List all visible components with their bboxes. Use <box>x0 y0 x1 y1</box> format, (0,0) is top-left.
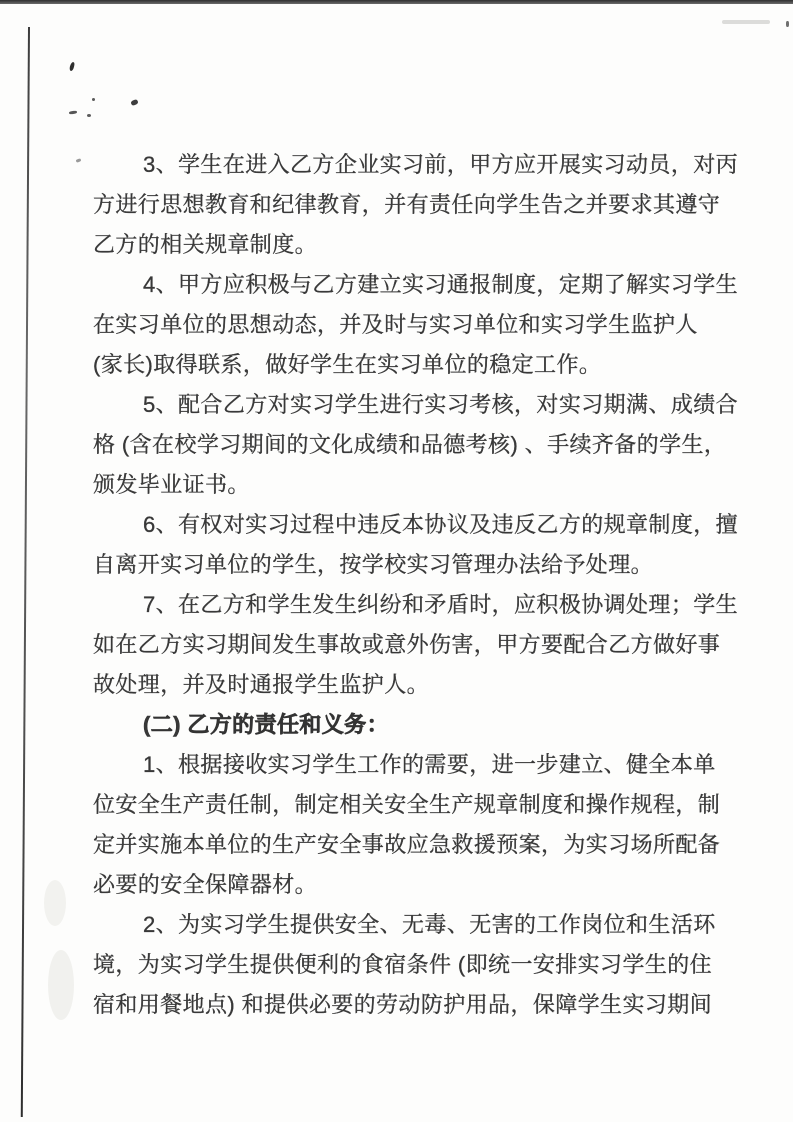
contract-clause <box>93 905 717 1025</box>
text-line: 6、有权对实习过程中违反本协议及违反乙方的规章制度，擅 <box>143 512 739 537</box>
ink-speck <box>130 99 138 106</box>
text-line: 乙方的相关规章制度。 <box>93 232 318 257</box>
text-line: 宿和用餐地点) 和提供必要的劳动防护用品，保障学生实习期间 <box>93 992 713 1017</box>
text-line: 自离开实习单位的学生，按学校实习管理办法给予处理。 <box>93 552 654 577</box>
text-line: 4、甲方应积极与乙方建立实习通报制度，定期了解实习学生 <box>143 272 739 297</box>
scan-smudge <box>48 950 74 1020</box>
text-line: 方进行思想教育和纪律教育，并有责任向学生告之并要求其遵守 <box>93 192 721 217</box>
contract-clause <box>93 385 739 505</box>
text-line: 格 (含在校学习期间的文化成绩和品德考核) 、手续齐备的学生， <box>93 432 727 457</box>
scan-edge-top-band <box>0 0 793 4</box>
ink-speck <box>786 21 789 27</box>
text-line: 在实习单位的思想动态，并及时与实习单位和实习学生监护人 <box>93 312 698 337</box>
text-line: 定并实施本单位的生产安全事故应急救援预案，为实习场所配备 <box>93 832 721 857</box>
contract-clause <box>93 505 739 585</box>
text-line: 5、配合乙方对实习学生进行实习考核，对实习期满、成绩合 <box>143 392 739 417</box>
ink-speck <box>69 62 75 72</box>
scan-edge-left-line <box>21 27 30 1117</box>
scan-smudge <box>722 20 770 24</box>
ink-speck <box>92 98 95 101</box>
text-line: 位安全生产责任制，制定相关安全生产规章制度和操作规程，制 <box>93 792 721 817</box>
ink-speck <box>87 114 91 117</box>
text-line: 3、学生在进入乙方企业实习前，甲方应开展实习动员，对丙 <box>143 152 739 177</box>
ink-speck <box>76 158 82 163</box>
text-line: (二) 乙方的责任和义务： <box>143 712 389 737</box>
text-line: 颁发毕业证书。 <box>93 472 250 497</box>
contract-clause <box>93 745 721 905</box>
text-line: 必要的安全保障器材。 <box>93 872 318 897</box>
scan-smudge <box>44 880 66 926</box>
text-line: 故处理，并及时通报学生监护人。 <box>93 672 430 697</box>
text-line: (家长)取得联系，做好学生在实习单位的稳定工作。 <box>93 352 602 377</box>
text-line: 2、为实习学生提供安全、无毒、无害的工作岗位和生活环 <box>143 912 716 937</box>
ink-speck <box>69 110 77 114</box>
text-line: 如在乙方实习期间发生事故或意外伤害，甲方要配合乙方做好事 <box>93 632 721 657</box>
contract-clause <box>93 145 739 265</box>
contract-clause <box>93 265 739 385</box>
document-body <box>93 145 739 1025</box>
text-line: 境，为实习学生提供便利的食宿条件 (即统一安排实习学生的住 <box>93 952 713 977</box>
text-line: 7、在乙方和学生发生纠纷和矛盾时，应积极协调处理；学生 <box>143 592 739 617</box>
section-heading <box>93 705 717 745</box>
contract-clause <box>93 585 739 705</box>
text-line: 1、根据接收实习学生工作的需要，进一步建立、健全本单 <box>143 752 716 777</box>
